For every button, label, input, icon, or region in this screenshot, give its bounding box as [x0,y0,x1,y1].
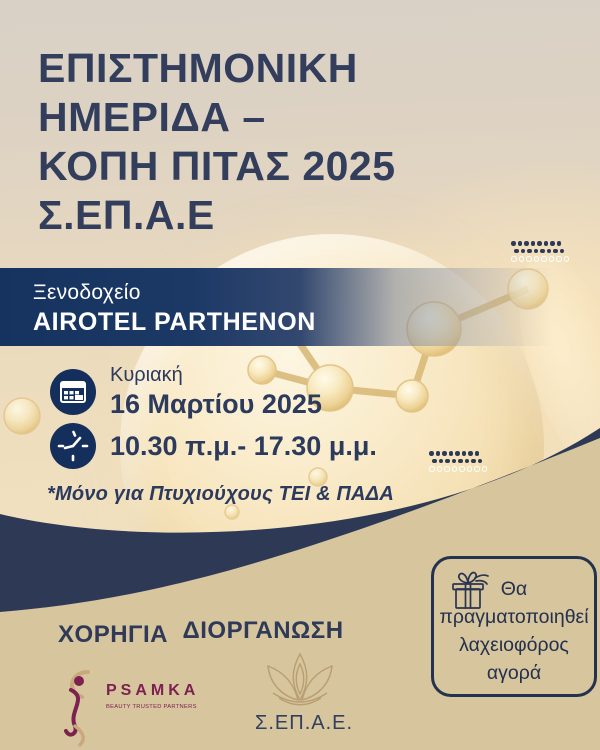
raffle-line-2: πραγματοποιηθεί [439,606,589,628]
psamka-text [106,666,232,712]
raffle-line-1: Θα [500,578,528,600]
raffle-text [434,575,594,687]
organizer-heading: ΔΙΟΡΓΑΝΩΣΗ [182,617,344,644]
sponsor-heading: ΧΟΡΗΓΙΑ [58,621,168,648]
psamka-figure-icon [56,666,100,748]
sponsor-name: PSAMKA [106,682,200,699]
organizer-name: Σ.ΕΠ.Α.Ε. [255,712,354,734]
venue-name: AIROTEL PARTHENON [33,308,316,336]
raffle-line-4: αγορά [486,662,542,684]
raffle-card [431,556,597,697]
title-line-4: Σ.ΕΠ.Α.Ε [38,192,215,238]
organizer-logo [255,652,354,735]
date-full: 16 Μαρτίου 2025 [110,389,322,419]
raffle-line-3: λαχειοφόρος [459,634,569,656]
sponsor-logo [56,666,232,748]
eligibility-note: *Μόνο για Πτυχιούχους ΤΕΙ & ΠΑΔΑ [47,483,394,505]
title-line-1: ΕΠΙΣΤΗΜΟΝΙΚΗ [38,45,358,91]
title-line-2: ΗΜΕΡΙΔΑ – [38,94,266,140]
lotus-icon [255,652,345,708]
date-day: Κυριακή [110,364,183,386]
title-line-3: ΚΟΠΗ ΠΙΤΑΣ 2025 [38,143,396,189]
venue-label: Ξενοδοχείο [33,281,141,304]
time-range: 10.30 π.μ.- 17.30 μ.μ. [110,430,377,461]
sponsor-tagline: BEAUTY TRUSTED PARTNERS [106,703,197,710]
